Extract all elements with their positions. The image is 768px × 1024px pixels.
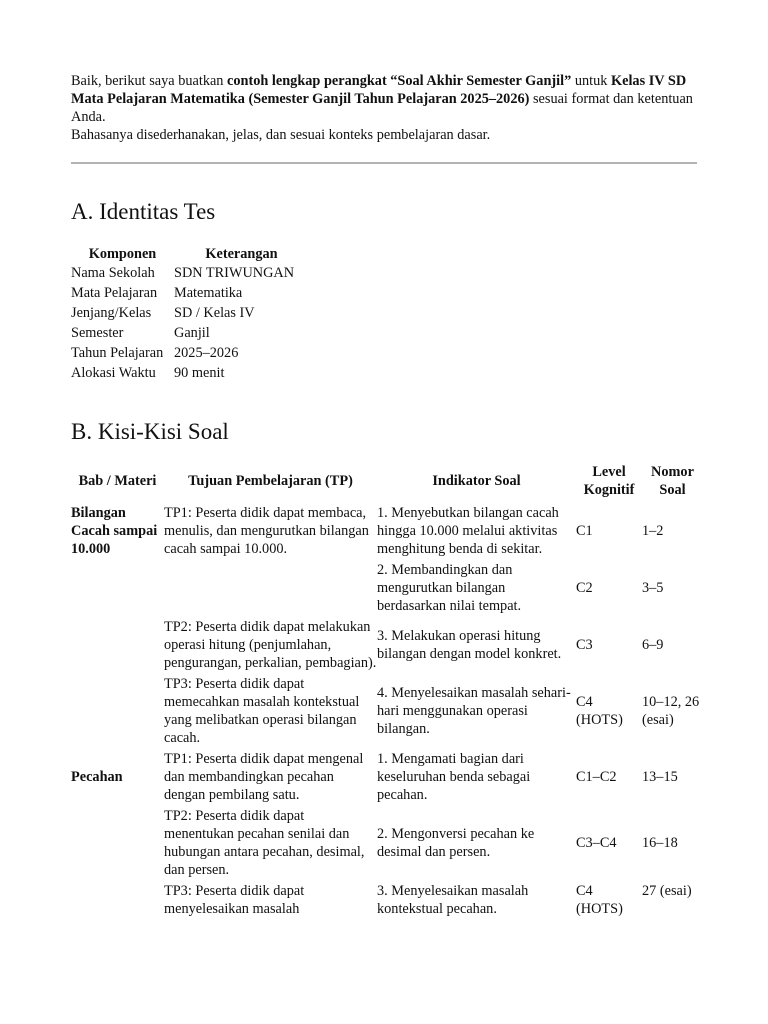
cell-bab <box>71 881 164 920</box>
table-row <box>71 806 703 881</box>
table-header-row <box>71 462 703 503</box>
cell-bab <box>71 806 164 881</box>
cell-level: C3 <box>576 637 593 653</box>
cell-indikator: 3. Menyelesaikan masalah kontekstual pecahan. <box>377 883 529 917</box>
cell-nomor: 10–12, 26 (esai) <box>642 694 700 728</box>
cell-level: C1–C2 <box>576 769 617 785</box>
cell-bab <box>71 617 164 674</box>
cell-komponen: Jenjang/Kelas <box>71 305 152 321</box>
cell-komponen: Tahun Pelajaran <box>71 345 164 361</box>
cell-level: C4 (HOTS) <box>576 883 623 917</box>
table-row <box>71 617 703 674</box>
table-header-row <box>71 244 309 264</box>
cell-keterangan: Matematika <box>174 285 243 301</box>
cell-keterangan: 2025–2026 <box>174 345 239 361</box>
intro-bold-class: Kelas IV SD Mata Pelajaran Matematika (Semester Ganjil Tahun Pelajaran 2025–2026) <box>71 73 687 107</box>
cell-nomor: 16–18 <box>642 835 678 851</box>
divider <box>71 162 697 164</box>
table-row <box>71 324 309 344</box>
column-header: Nomor Soal <box>651 464 694 498</box>
cell-indikator: 1. Menyebutkan bilangan cacah hingga 10.000 melalui aktivitas menghitung benda di sekitar. <box>377 505 559 557</box>
intro-note: Bahasanya disederhanakan, jelas, dan sesuai konteks pembelajaran dasar. <box>71 127 491 143</box>
cell-komponen: Alokasi Waktu <box>71 365 156 381</box>
column-header: Indikator Soal <box>432 473 521 489</box>
cell-indikator: 4. Menyelesaikan masalah sehari-hari menggunakan operasi bilangan. <box>377 685 571 737</box>
cell-tp: TP2: Peserta didik dapat melakukan operasi hitung (penjumlahan, pengurangan, perkalian, pembagian). <box>164 619 377 671</box>
cell-level: C2 <box>576 580 593 596</box>
intro-paragraph <box>71 72 701 126</box>
cell-keterangan: SD / Kelas IV <box>174 305 255 321</box>
cell-nomor: 13–15 <box>642 769 678 785</box>
cell-bab <box>71 674 164 749</box>
intro <box>71 72 701 144</box>
cell-komponen: Nama Sekolah <box>71 265 155 281</box>
cell-level: C1 <box>576 523 593 539</box>
cell-bab <box>71 560 164 617</box>
section-b-title: B. Kisi-Kisi Soal <box>71 419 229 444</box>
table-row <box>71 364 309 384</box>
table-row <box>71 503 703 560</box>
column-header: Tujuan Pembelajaran (TP) <box>188 473 353 489</box>
cell-indikator: 3. Melakukan operasi hitung bilangan dengan model konkret. <box>377 628 562 662</box>
column-header: Level Kognitif <box>583 464 635 498</box>
table-row <box>71 881 703 920</box>
cell-tp <box>164 560 377 617</box>
table-row <box>71 264 309 284</box>
cell-komponen: Semester <box>71 325 124 341</box>
column-header: Bab / Materi <box>78 473 157 489</box>
cell-keterangan: 90 menit <box>174 365 225 381</box>
cell-level: C4 (HOTS) <box>576 694 623 728</box>
cell-level: C3–C4 <box>576 835 617 851</box>
cell-tp: TP1: Peserta didik dapat membaca, menulis, dan mengurutkan bilangan cacah sampai 10.000. <box>164 505 369 557</box>
table-row <box>71 674 703 749</box>
cell-tp: TP3: Peserta didik dapat memecahkan masalah kontekstual yang melibatkan operasi bilangan cacah. <box>164 676 360 746</box>
table-row <box>71 749 703 806</box>
cell-tp: TP1: Peserta didik dapat mengenal dan membandingkan pecahan dengan pembilang satu. <box>164 751 364 803</box>
intro-text: sesuai format dan ketentuan Anda. <box>71 91 693 125</box>
cell-indikator: 2. Mengonversi pecahan ke desimal dan persen. <box>377 826 535 860</box>
cell-nomor: 27 (esai) <box>642 883 692 899</box>
cell-nomor: 1–2 <box>642 523 664 539</box>
intro-text: untuk <box>571 73 611 89</box>
cell-indikator: 2. Membandingkan dan mengurutkan bilangan berdasarkan nilai tempat. <box>377 562 522 614</box>
intro-text: Baik, berikut saya buatkan <box>71 73 228 89</box>
cell-tp: TP2: Peserta didik dapat menentukan pecahan senilai dan hubungan antara pecahan, desimal, dan persen. <box>164 808 365 878</box>
identity-table <box>71 244 309 384</box>
table-row <box>71 304 309 324</box>
table-row <box>71 284 309 304</box>
cell-bab: Bilangan Cacah sampai 10.000 <box>71 505 158 557</box>
cell-bab: Pecahan <box>71 769 123 785</box>
kisi-kisi-table <box>71 462 703 920</box>
column-header: Komponen <box>88 246 157 262</box>
table-row <box>71 344 309 364</box>
cell-nomor: 3–5 <box>642 580 664 596</box>
cell-tp: TP3: Peserta didik dapat menyelesaikan masalah <box>164 883 305 917</box>
cell-keterangan: SDN TRIWUNGAN <box>174 265 295 281</box>
cell-nomor: 6–9 <box>642 637 664 653</box>
table-row <box>71 560 703 617</box>
cell-komponen: Mata Pelajaran <box>71 285 158 301</box>
cell-keterangan: Ganjil <box>174 325 210 341</box>
column-header: Keterangan <box>205 246 278 262</box>
intro-bold-title: contoh lengkap perangkat “Soal Akhir Semester Ganjil” <box>227 73 572 89</box>
section-a-title: A. Identitas Tes <box>71 199 216 224</box>
cell-indikator: 1. Mengamati bagian dari keseluruhan benda sebagai pecahan. <box>377 751 531 803</box>
